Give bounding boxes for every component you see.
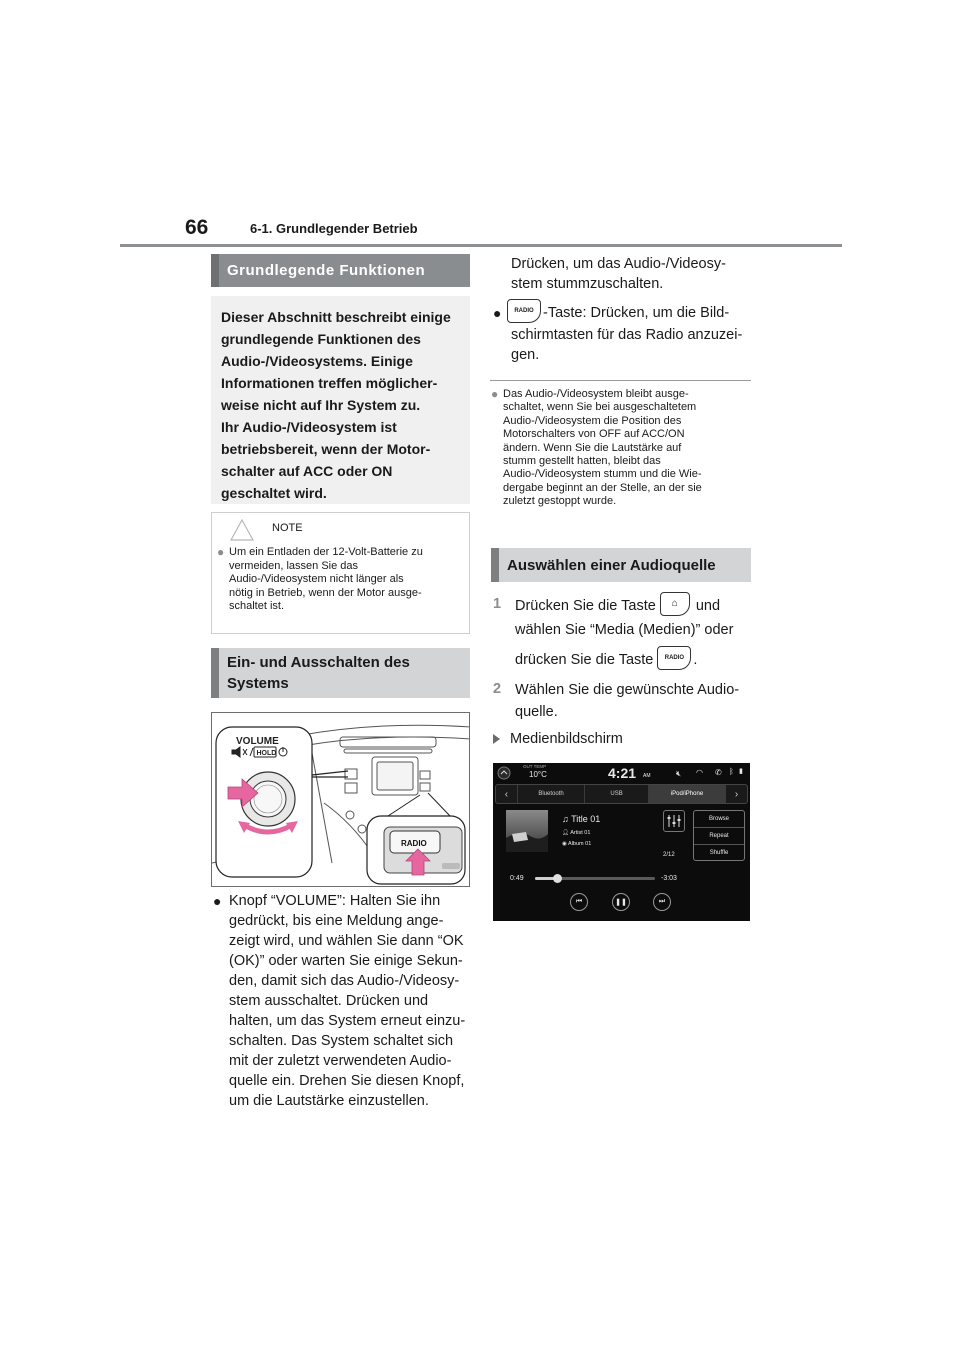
artist-row [562, 830, 590, 836]
intro-line: geschaltet wird. [221, 485, 327, 501]
equalizer-button[interactable] [663, 810, 685, 832]
step-2-text [515, 679, 751, 723]
dashboard-illustration [211, 712, 470, 887]
media-caption: Medienbildschirm [510, 731, 623, 747]
info-rule [490, 380, 751, 381]
previous-icon: ⏮︎ [575, 898, 583, 905]
step-number: 2 [493, 681, 502, 697]
artist-text: Artist 01 [570, 830, 591, 836]
section-heading-audio-source [491, 548, 751, 582]
section-heading-text: Auswählen einer Audioquelle [507, 556, 716, 574]
text-line: halten, um das System erneut einzu- [229, 1013, 466, 1029]
text-line: gen. [511, 347, 540, 363]
text-line: Knopf “VOLUME”: Halten Sie ihn [229, 893, 441, 909]
note-line: schaltet ist. [229, 600, 285, 612]
header-rule [120, 244, 842, 247]
info-line: Audio-/Videosystem die Position des [503, 414, 682, 427]
album-row [562, 841, 591, 847]
tab-usb[interactable]: USB [585, 785, 649, 803]
intro-line: Ihr Audio-/Videosystem ist [221, 419, 397, 435]
next-icon: ⏭︎ [658, 898, 666, 905]
text-line: um die Lautstärke einzustellen. [229, 1093, 429, 1109]
page-number: 66 [185, 216, 209, 239]
intro-line: Informationen treffen möglicher- [221, 375, 438, 391]
intro-line: weise nicht auf Ihr System zu. [221, 397, 421, 413]
remaining-time: -3:03 [661, 875, 677, 882]
intro-line: grundlegende Funktionen des [221, 331, 421, 347]
tab-ipod-iphone[interactable]: iPod/iPhone [649, 785, 726, 803]
info-line: Motorschalters von OFF auf ACC/ON [503, 428, 685, 441]
previous-track-button[interactable] [570, 893, 588, 911]
radio-label: RADIO [401, 839, 427, 848]
album-art [506, 810, 548, 852]
intro-line: betriebsbereit, wenn der Motor- [221, 441, 431, 457]
tab-prev-arrow-icon[interactable]: ‹ [496, 785, 518, 803]
option-buttons [693, 810, 745, 861]
next-track-button[interactable] [653, 893, 671, 911]
home-icon[interactable] [497, 766, 511, 780]
text-line: schalten. Das System schaltet sich [229, 1033, 454, 1049]
track-title-text: Title 01 [571, 814, 601, 824]
volume-label: VOLUME [236, 736, 279, 747]
progress-track[interactable] [535, 877, 655, 880]
note-label: NOTE [272, 522, 303, 534]
bullet-icon: ● [213, 893, 222, 909]
repeat-button[interactable]: Repeat [694, 828, 744, 845]
note-line: vermeiden, lassen Sie das [229, 559, 359, 572]
note-line: Audio-/Videosystem nicht länger als [229, 573, 404, 585]
elapsed-time: 0:49 [510, 875, 524, 882]
info-line: Audio-/Videosystem stumm und die Wie- [503, 468, 702, 481]
source-tabs [495, 784, 748, 804]
bullet-icon: ● [493, 305, 502, 321]
wifi-icon: ◠ [696, 768, 703, 777]
text-line: Drücken, um das Audio-/Videosy- [511, 256, 726, 272]
volume-paragraph [229, 891, 469, 1111]
intro-line: schalter auf ACC oder ON [221, 463, 393, 479]
progress-knob[interactable] [553, 874, 562, 883]
info-text [491, 388, 749, 509]
text-line: Drücken Sie die Taste [515, 597, 656, 614]
text-line: gedrückt, bis eine Meldung ange- [229, 913, 444, 929]
note-line: Um ein Entladen der 12-Volt-Batterie zu [229, 546, 423, 558]
pause-button[interactable] [612, 893, 630, 911]
section-heading-text: Grundlegende Funktionen [227, 262, 426, 279]
browse-button[interactable]: Browse [694, 811, 744, 828]
shuffle-button[interactable]: Shuffle [709, 849, 729, 856]
equalizer-icon [664, 811, 684, 831]
text-line: mit der zuletzt verwendeten Audio- [229, 1053, 452, 1069]
text-line: zeigt wird, und wählen Sie dann “OK [229, 933, 464, 949]
album-text: Album 01 [568, 841, 592, 847]
album-icon: ◉ [562, 841, 567, 847]
text-line: schirmtasten für das Radio anzuzei- [511, 327, 743, 343]
signal-icon: ▮ [739, 768, 743, 775]
intro-box [211, 296, 470, 504]
pause-icon: ❚❚ [615, 899, 627, 906]
radio-paragraph [507, 301, 751, 365]
intro-line: Dieser Abschnitt beschreibt einige [221, 309, 451, 325]
note-text [217, 546, 465, 614]
info-line: zuletzt gestoppt wurde. [503, 495, 617, 508]
hold-label: HOLD [256, 750, 277, 757]
text-line: quelle. [515, 704, 558, 720]
text-line: stem stummzuschalten. [511, 276, 664, 292]
bullet-dot-icon: ● [217, 545, 225, 559]
info-line: ändern. Wenn Sie die Lautstärke auf [503, 441, 682, 454]
step-number: 1 [493, 596, 502, 612]
text-line: Wählen Sie die gewünschte Audio- [515, 682, 740, 698]
section-heading-basic-functions [211, 254, 470, 287]
note-line: nötig in Betrieb, wenn der Motor ausge- [229, 586, 422, 599]
text-line: (OK)” oder warten Sie einige Sekun- [229, 953, 463, 969]
section-heading-text: Systems [227, 675, 289, 692]
section-heading-on-off [211, 648, 470, 698]
section-heading-text: Ein- und Ausschalten des [227, 654, 410, 671]
text-line: stem ausschaltet. Drücken und [229, 993, 429, 1009]
text-line: den, damit sich das Audio-/Videosy- [229, 973, 460, 989]
text-line: und [695, 597, 721, 614]
clock: 4:21 [608, 765, 637, 781]
dashboard-drawing [212, 713, 470, 887]
bluetooth-icon: ᛒ [729, 767, 734, 776]
info-line: schaltet, wenn Sie bei ausgeschaltetem [503, 401, 697, 414]
artist-icon: 👤︎ [562, 830, 569, 836]
ampm: AM [643, 773, 651, 779]
phone-icon: ✆ [715, 768, 722, 777]
tab-bluetooth[interactable]: Bluetooth [518, 785, 585, 803]
track-title: ♫ Title 01 [562, 814, 601, 824]
radio-key-icon: RADIO [507, 299, 541, 323]
bullet-dot-icon: ● [491, 387, 499, 401]
home-key-icon: ⌂ [660, 592, 690, 616]
status-bar [493, 763, 750, 783]
text-line: drücken Sie die Taste [515, 651, 654, 668]
temperature: 10°C [529, 770, 547, 779]
intro-line: Audio-/Videosystems. Einige [221, 353, 413, 369]
radio-key-icon: RADIO [657, 646, 691, 670]
tab-next-arrow-icon[interactable]: › [734, 788, 739, 800]
info-line: Das Audio-/Videosystem bleibt ausge- [503, 388, 689, 400]
warning-triangle-icon [230, 519, 254, 541]
text-line: wählen Sie “Media (Medien)” oder [515, 622, 734, 638]
track-count: 2/12 [663, 852, 675, 858]
note-box [211, 512, 470, 634]
text-line: quelle ein. Drehen Sie diesen Knopf, [229, 1073, 465, 1089]
mute-icon: 🔇︎ [676, 769, 682, 778]
info-line: stumm gestellt hatten, bleibt das [503, 455, 661, 468]
info-line: dergabe beginnt an der Stelle, an der sie [503, 481, 702, 494]
out-temp-label: OUT TEMP [523, 764, 547, 769]
caption-arrow-icon [493, 734, 500, 744]
text-line: . [693, 651, 698, 668]
chapter-title: 6-1. Grundlegender Betrieb [250, 221, 418, 236]
step-1-text [515, 594, 751, 672]
media-screen [493, 763, 750, 921]
mute-paragraph [511, 254, 751, 294]
text-line: -Taste: Drücken, um die Bild- [543, 304, 730, 321]
